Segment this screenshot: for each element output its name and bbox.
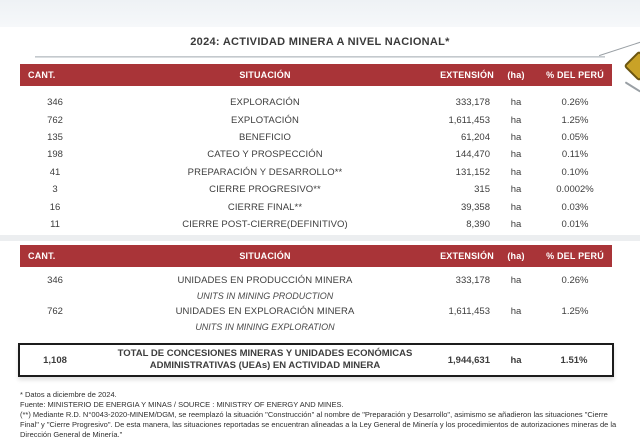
cell-unit: ha	[510, 275, 522, 286]
cell-unit: ha	[510, 114, 522, 126]
table-row	[20, 129, 612, 146]
cell-extension: 333,178	[455, 97, 490, 109]
cell-situacion-english: UNITS IN MINING PRODUCTION	[196, 291, 334, 301]
cell-pct: 0.05%	[561, 131, 589, 143]
table-row	[20, 303, 612, 334]
cell-situacion: CIERRE PROGRESIVO**	[209, 184, 321, 196]
cell-situacion: BENEFICIO	[238, 131, 292, 143]
table-row	[20, 198, 612, 215]
cell-situacion: UNIDADES EN PRODUCCIÓN MINERA	[177, 275, 353, 286]
cell-situacion: CATEO Y PROSPECCIÓN	[207, 149, 323, 161]
table1-body	[20, 94, 612, 233]
total-unit: ha	[510, 354, 522, 366]
gold-badge-icon	[623, 50, 640, 81]
table-row	[20, 181, 612, 198]
total-label: TOTAL DE CONCESIONES MINERAS Y UNIDADES ECONÓMICAS ADMINISTRATIVAS (UEAs) EN ACTIVIDAD MINERA	[117, 348, 413, 371]
cell-unit: ha	[510, 184, 522, 196]
total-pct: 1.51%	[560, 354, 588, 366]
cell-situacion: EXPLOTACIÓN	[231, 114, 299, 126]
cell-cant: 3	[52, 184, 58, 196]
cell-situacion: PREPARACIÓN Y DESARROLLO**	[187, 166, 343, 178]
title-divider	[35, 56, 605, 58]
cell-unit: ha	[510, 306, 522, 317]
gold-badge-tail-decoration	[625, 81, 640, 92]
cell-extension: 8,390	[466, 218, 490, 230]
cell-unit: ha	[510, 97, 522, 109]
cell-extension: 144,470	[455, 149, 490, 161]
header-cell-situacion: SITUACIÓN	[239, 70, 291, 80]
cell-extension: 333,178	[455, 275, 490, 286]
top-band	[0, 0, 640, 27]
cell-cant: 135	[47, 131, 63, 143]
tables-separator	[0, 235, 640, 241]
table-row	[20, 94, 612, 111]
cell-situacion-english: UNITS IN MINING EXPLORATION	[195, 322, 335, 332]
header-cell-pct: % DEL PERÚ	[546, 70, 604, 80]
cell-cant: 346	[47, 275, 63, 286]
table-row	[20, 146, 612, 163]
cell-pct: 0.0002%	[556, 184, 594, 196]
cell-pct: 1.25%	[561, 114, 589, 126]
header-cell-ha: (ha)	[507, 251, 525, 261]
header-cell-cant: CANT.	[28, 70, 56, 80]
footnotes	[20, 390, 620, 440]
cell-unit: ha	[510, 149, 522, 161]
cell-pct: 0.10%	[561, 166, 589, 178]
footnote-source: Fuente: MINISTERIO DE ENERGIA Y MINAS / SOURCE : MINISTRY OF ENERGY AND MINES.	[20, 400, 344, 409]
cell-unit: ha	[510, 166, 522, 178]
page-title: 2024: ACTIVIDAD MINERA A NIVEL NACIONAL*	[190, 36, 450, 48]
cell-pct: 0.26%	[561, 275, 589, 286]
cell-situacion: UNIDADES EN EXPLORACIÓN MINERA	[175, 306, 355, 317]
cell-pct: 0.11%	[561, 149, 589, 161]
cell-pct: 1.25%	[561, 306, 589, 317]
cell-extension: 1,611,453	[448, 306, 490, 317]
cell-cant: 762	[47, 114, 63, 126]
cell-unit: ha	[510, 201, 522, 213]
cell-cant: 346	[47, 97, 63, 109]
table1-header-row	[20, 64, 612, 86]
table-row	[20, 272, 612, 303]
header-cell-extension: EXTENSIÓN	[440, 251, 494, 261]
table2-body	[20, 272, 612, 334]
cell-cant: 198	[47, 149, 63, 161]
cell-extension: 131,152	[455, 166, 490, 178]
cell-situacion: CIERRE POST-CIERRE(DEFINITIVO)	[182, 218, 348, 230]
cell-situacion: CIERRE FINAL**	[227, 201, 303, 213]
table-row	[20, 164, 612, 181]
footnote-data-note: * Datos a diciembre de 2024.	[20, 390, 117, 399]
cell-cant: 11	[50, 218, 60, 230]
header-cell-cant: CANT.	[28, 251, 56, 261]
cell-pct: 0.01%	[561, 218, 589, 230]
header-cell-situacion: SITUACIÓN	[239, 251, 291, 261]
total-count: 1,108	[43, 354, 67, 366]
cell-unit: ha	[510, 218, 522, 230]
cell-pct: 0.26%	[561, 97, 589, 109]
total-row	[18, 343, 614, 377]
header-cell-pct: % DEL PERÚ	[546, 251, 604, 261]
cell-cant: 16	[49, 201, 61, 213]
cell-extension: 315	[474, 184, 490, 196]
table-row	[20, 111, 612, 128]
table2-header-row	[20, 245, 612, 267]
cell-extension: 61,204	[460, 131, 490, 143]
cell-situacion: EXPLORACIÓN	[230, 97, 300, 109]
cell-cant: 41	[49, 166, 61, 178]
header-cell-ha: (ha)	[507, 70, 525, 80]
footnote-legal: (**) Mediante R.D. N°0043-2020-MINEM/DGM, se reemplazó la situación "Construcción" al nombre de "Preparación y Desarrollo", asimismo se añadieron las situaciones "Cierre Final" y "Cierre Progresivo". De esta manera, las situaciones reportadas se encuentran alineadas a la Ley General de Minería y los procedimientos de autorizaciones mineras de la Dirección General de Minería."	[20, 410, 617, 439]
cell-cant: 762	[47, 306, 63, 317]
table-row	[20, 216, 612, 233]
total-extension: 1,944,631	[447, 354, 490, 366]
cell-unit: ha	[510, 131, 522, 143]
cell-pct: 0.03%	[561, 201, 589, 213]
cell-extension: 1,611,453	[448, 114, 490, 126]
cell-extension: 39,358	[460, 201, 490, 213]
header-cell-extension: EXTENSIÓN	[440, 70, 494, 80]
